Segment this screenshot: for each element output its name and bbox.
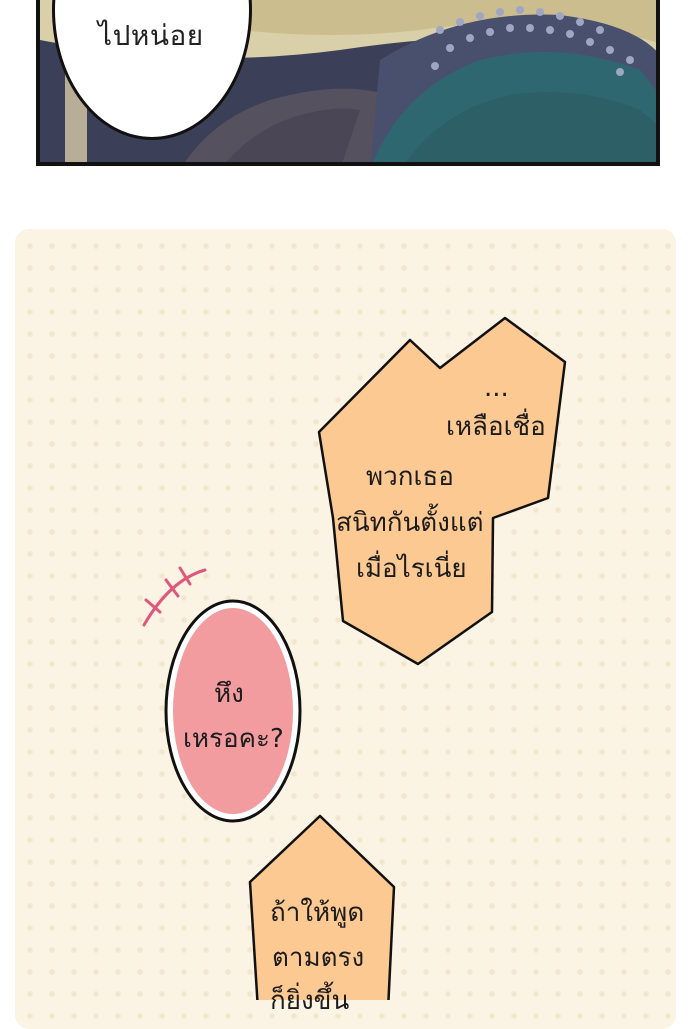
bubble1-line-5: เมื่อไรเนี่ย xyxy=(356,554,467,584)
pink-bubble-line-1: หึง xyxy=(214,679,244,709)
speech-bubble-white-text: ไปหน่อย xyxy=(98,19,204,52)
bubble1-line-2: เหลือเชื่อ xyxy=(446,412,546,442)
bubble1-line-3: พวกเธอ xyxy=(366,462,454,492)
bubble2-line-3: ก็ยิ่งขึ้น xyxy=(270,986,350,1016)
bubble1-line-1: ... xyxy=(484,373,509,403)
bubble1-line-4: สนิทกันตั้งแต่ xyxy=(336,508,484,538)
surprise-mark-icon xyxy=(144,568,205,625)
bubble2-line-2: ตามตรง xyxy=(272,943,365,973)
pink-bubble-line-2: เหรอคะ? xyxy=(183,724,284,754)
bubble2-line-1: ถ้าให้พูด xyxy=(270,898,365,928)
